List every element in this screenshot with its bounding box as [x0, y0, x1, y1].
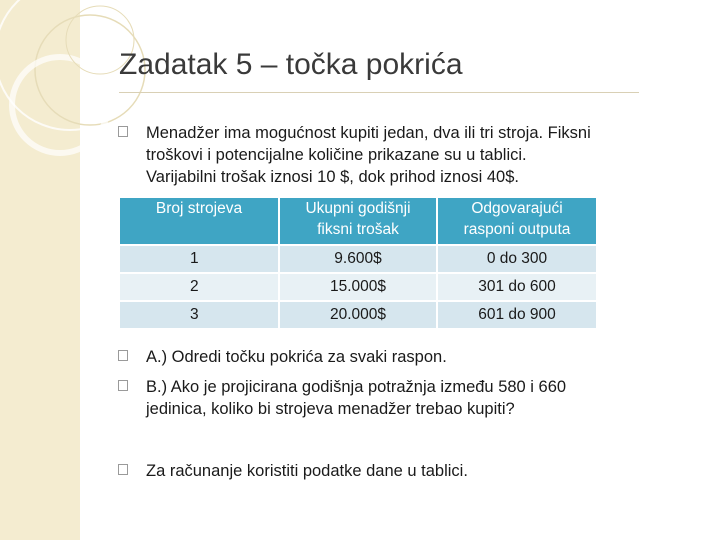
title-divider: [119, 92, 639, 93]
cell-output-range: 0 do 300: [438, 246, 596, 272]
header-rasponi-outputa: Odgovarajući rasponi outputa: [438, 198, 596, 244]
table-row: [120, 274, 596, 300]
intro-bullet: [118, 122, 698, 188]
cell-machines: 1: [120, 246, 278, 272]
header-fiksni-trosak: Ukupni godišnji fiksni trošak: [280, 198, 436, 244]
bullet-square-icon: [118, 380, 128, 391]
header-broj-strojeva: Broj strojeva: [120, 198, 278, 244]
table-header-row: [120, 198, 596, 244]
bullet-c-text: Za računanje koristiti podatke dane u tablici.: [146, 462, 468, 480]
bullet-c: [118, 460, 698, 482]
bullet-square-icon: [118, 350, 128, 361]
cell-fixed-cost: 20.000$: [280, 302, 436, 328]
bullet-b-text: B.) Ako je projicirana godišnja potražnja između 580 i 660 jedinica, koliko bi strojeva menadžer trebao kupiti?: [146, 378, 567, 418]
bullet-square-icon: [118, 126, 128, 137]
cell-machines: 2: [120, 274, 278, 300]
table-row: [120, 302, 596, 328]
bullet-b: [118, 376, 698, 420]
cell-output-range: 301 do 600: [438, 274, 596, 300]
intro-bullet-text: Menadžer ima mogućnost kupiti jedan, dva ili tri stroja. Fiksni troškovi i potencijalne količine prikazane su u tablici. Varijabilni trošak iznosi 10 $, dok prihod iznosi 40$.: [146, 124, 591, 186]
bullet-a: [118, 346, 698, 368]
cell-output-range: 601 do 900: [438, 302, 596, 328]
fixed-cost-table: [118, 196, 598, 330]
table-row: [120, 246, 596, 272]
cell-machines: 3: [120, 302, 278, 328]
slide-title: Zadatak 5 – točka pokrića: [119, 48, 463, 81]
bullet-a-text: A.) Odredi točku pokrića za svaki raspon.: [146, 348, 447, 366]
cell-fixed-cost: 15.000$: [280, 274, 436, 300]
cell-fixed-cost: 9.600$: [280, 246, 436, 272]
bullet-square-icon: [118, 464, 128, 475]
